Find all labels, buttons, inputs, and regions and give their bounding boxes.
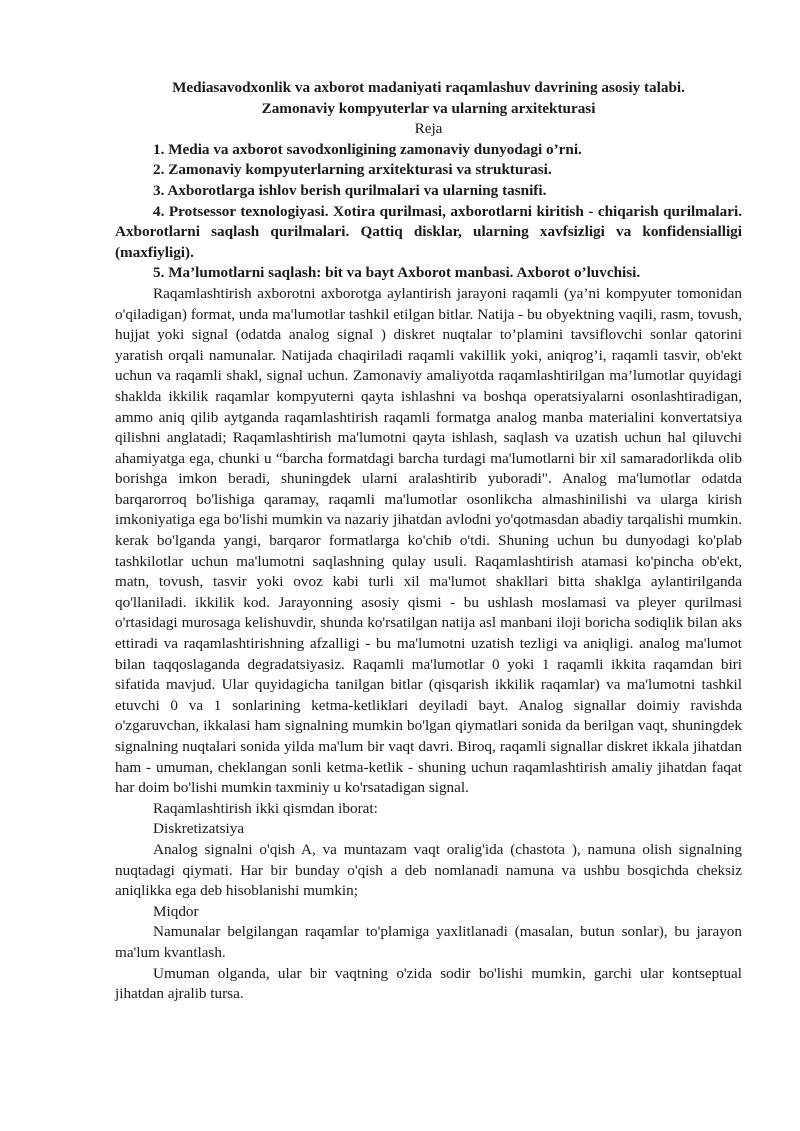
conclusion-paragraph: Umuman olganda, ular bir vaqtning o'zida sodir bo'lishi mumkin, garchi ular kontseptual jihatdan ajralib tursa.	[115, 964, 742, 1003]
document-title-line-1: Mediasavodxonlik va axborot madaniyati raqamlashuv davrining asosiy talabi.	[172, 79, 685, 96]
plan-heading: Reja	[414, 120, 443, 138]
plan-list	[115, 140, 742, 284]
quantity-heading: Miqdor	[153, 902, 199, 920]
plan-item: 2. Zamonaviy kompyuterlarning arxitekturasi va strukturasi.	[153, 161, 552, 179]
document-body	[115, 78, 742, 1005]
plan-item: 3. Axborotlarga ishlov berish qurilmalari va ularning tasnifi.	[153, 181, 547, 199]
two-parts-line: Raqamlashtirish ikki qismdan iborat:	[153, 799, 378, 817]
plan-item: 1. Media va axborot savodxonligining zamonaviy dunyodagi o’rni.	[153, 140, 582, 158]
plan-item: 5. Ma’lumotlarni saqlash: bit va bayt Axborot manbasi. Axborot o’luvchisi.	[153, 264, 641, 282]
quantity-paragraph: Namunalar belgilangan raqamlar to'plamiga yaxlitlanadi (masalan, butun sonlar), bu jarayon ma'lum kvantlash.	[115, 923, 742, 961]
main-paragraph: Raqamlashtirish axborotni axborotga aylantirish jarayoni raqamli (ya’ni kompyuter tomonidan o'qiladigan) format, unda ma'lumotlar tashkil etilgan bitlar. Natija - bu obyektning vaqili, rasm, tovush, hujjat yoki signal (odatda analog signal ) diskret nuqtalar to’plamini tavsiflovchi sonlar qatorini yaratish orqali namunalar. Natijada chaqiriladi raqamli vakillik yoki, aniqrog’i, raqamli tasvir, ob'ekt uchun va raqamli shakl, signal uchun. Zamonaviy amaliyotda raqamlashtirilgan ma’lumotlar quyidagi shaklda ikkilik raqamlar kompyuterni qayta ishlashni va boshqa operatsiyalarni osonlashtiradigan, ammo aniq qilib aytganda raqamlashtirish raqamli formatga analog manba materialini konvertatsiya qilishni anglatadi; Raqamlashtirish ma'lumotni qayta ishlash, saqlash va uzatish uchun hal qiluvchi ahamiyatga ega, chunki u “barcha formatdagi barcha turdagi ma'lumotlarni bir xil samaradorlikda olib borishga imkon beradi, shuningdek ularni aralashtirib yuboradi". Analog ma'lumotlar odatda barqarorroq bo'lishiga qaramay, raqamli ma'lumotlar osonlikcha almashinilishi va ularga kirish imkoniyatiga ega bo'lishi mumkin va nazariy jihatdan avlodni yo'qotmasdan abadiy tarqalishi mumkin. kerak bo'lganda yangi, barqaror formatlarga ko'chib o'tdi. Shuning uchun bu dunyodagi ko'plab tashkilotlar uchun ma'lumotni saqlashning qulay usuli. Raqamlashtirish atamasi ko'pincha ob'ekt, matn, tovush, tasvir yoki ovoz kabi turli xil ma'lumot shakllari bitta shaklga aylantirilganda qo'llaniladi. ikkilik kod. Jarayonning asosiy qismi - bu ushlash moslamasi va pleyer qurilmasi o'rtasidagi murosaga kelishuvdir, shunda ko'rsatilgan natija asl manbani iloji boricha sodiqlik bilan aks ettiradi va raqamlashtirishning afzalligi - bu ma'lumotni uzatish tezligi va aniqligi. analog ma'lumot bilan taqqoslaganda degradatsiyasiz. Raqamli ma'lumotlar 0 yoki 1 raqamli ikkita raqamdan biri sifatida mavjud. Ular quyidagicha tanilgan bitlar (qisqarish ikkilik raqamlar) va ma'lumotni tashkil etuvchi 0 va 1 sonlarining ketma-ketliklari deyiladi bayt. Analog signallar doimiy ravishda o'zgaruvchan, ikkalasi ham signalning mumkin bo'lgan qiymatlari sonida da berilgan vaqt, shuningdek signalning nuqtalari sonida yilda ma'lum bir vaqt davri. Biroq, raqamli signallar diskret ikkala jihatdan ham - umuman, cheklangan sonli ketma-ketlik - shuning uchun raqamlashtirish amaliy jihatdan faqat har doim bo'lishi mumkin taxminiy u ko'rsatadigan signal.	[115, 284, 742, 797]
document-title-line-2: Zamonaviy kompyuterlar va ularning arxitekturasi	[261, 99, 596, 117]
plan-item: 4. Protsessor texnologiyasi. Xotira qurilmasi, axborotlarni kiritish - chiqarish qurilmalari. Axborotlarni saqlash qurilmalari. Qattiq disklar, ularning xavfsizligi va konfidensialligi (maxfiyligi).	[115, 202, 742, 261]
discretization-paragraph: Analog signalni o'qish A, va muntazam vaqt oralig'ida (chastota ), namuna olish signalning nuqtadagi qiymati. Har bir bunday o'qish a deb nomlanadi namuna va ushbu bosqichda cheksiz aniqlikka ega deb hisoblanishi mumkin;	[115, 840, 742, 900]
discretization-heading: Diskretizatsiya	[153, 820, 245, 838]
